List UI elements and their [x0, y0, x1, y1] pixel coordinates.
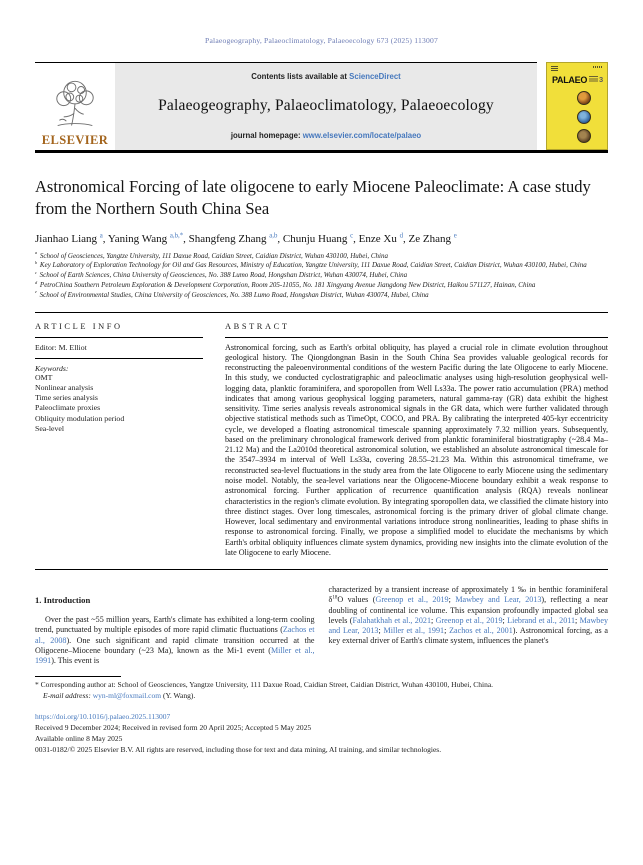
received-dates: Received 9 December 2024; Received in revised form 20 April 2025; Accepted 5 May 2025: [35, 722, 312, 732]
article-title: Astronomical Forcing of late oligocene to early Miocene Paleoclimate: A case study from the Northern South China Sea: [35, 177, 591, 218]
affiliation-label: a: [35, 250, 38, 256]
affiliation-text: School of Geosciences, Yangtze University, 111 Daxue Road, Caidian Street, Caidian District, Wuhan 430100, Hubei, China: [39, 251, 388, 260]
affiliation-label: e: [35, 289, 37, 295]
affiliation-text: School of Earth Sciences, China University of Geosciences, No. 388 Lumo Road, Hongshan District, Wuhan 430074, Hubei, China: [39, 271, 408, 280]
globe-icon: [577, 110, 591, 124]
journal-title: Palaeogeography, Palaeoclimatology, Palaeoecology: [158, 97, 494, 114]
available-online: Available online 8 May 2025: [35, 733, 123, 743]
journal-header: [35, 62, 608, 150]
copyright-line: 0031-0182/© 2025 Elsevier B.V. All rights are reserved, including those for text and data mining, AI training, and similar technologies.: [35, 744, 442, 754]
elsevier-tree-icon: [49, 74, 101, 132]
keyword: Sea-level: [35, 423, 65, 433]
elsevier-wordmark: ELSEVIER: [41, 133, 109, 147]
doi-link[interactable]: https://doi.org/10.1016/j.palaeo.2025.113007: [35, 711, 171, 721]
contents-line: [251, 72, 401, 81]
affiliation: [35, 271, 608, 281]
abstract-text: Astronomical forcing, such as Earth's orbital obliquity, has played a crucial role in climate evolution throughout geological history. The Qiongdongnan Basin in the South China Sea provides valuable geological records for reconstructing the paleoenvironmental conditions of the western Pacific during the late Oligocene to early Miocene. In this study, we conducted cyclostratigraphic and paleoclimatic analyses using high-resolution geophysical well-logging data, planktic foraminifera, and sporopollen from Well Ls33a. The power ratio accumulation (PRA) method indicates that among various geophysical logging parameters, natural gamma-ray (GR) data exhibit the highest sensitivity. Time series analysis reveals astronomical signals in the GR data, which were further validated through objective statistical methods such as TimeOpt, COCO, and PRA. By calibrating the interpreted 405-kyr eccentricity cycle, we developed a floating astronomical timescale spanning approximately 7.32 million years. Subsequently, based on the preliminary chronological framework derived from planktic foraminiferal biostratigraphy (~28.4 Ma–21.12 Ma) and the La2010d theoretical astronomical solution, we established an absolute astronomical timescale for the 3547–3934 m interval of Well Ls33a, covering 28.55–21.23 Ma. Within this astronomical timeframe, we reconstructed sea-level fluctuations in the study area from the late Oligocene to early Miocene using the sedimentary noise model. Notably, the sea-level variations near the Oligocene-Miocene boundary exhibit a weak response to astronomical forcing. Further application of recurrence quantification analysis (RQA) reveals nonlinear characteristics in the region's climate evolution. By integrating sporopollen data, we classified the climate history into three distinct stages. Over long timescales, astronomical forcing is the primary driver of global climate change. However, local sedimentary and environmental variations introduce strong nonlinearities, leading to phase shifts in response to astronomical forcing. Finally, we propose a simplified model to elucidate the mechanisms by which Earth's orbital obliquity influences climate system dynamics, providing new insights into the climate evolution of the late Oligocene to early Miocene.: [225, 342, 608, 557]
article-footer: [35, 712, 608, 756]
cover-decoration: [593, 66, 603, 68]
divider: [35, 312, 608, 313]
introduction-section: [35, 585, 608, 666]
keyword: Paleoclimate proxies: [35, 403, 101, 413]
cover-issue-number: 3: [599, 75, 604, 84]
homepage-prefix: journal homepage:: [230, 131, 303, 140]
footnote-divider: [35, 676, 121, 677]
elsevier-logo: [35, 63, 115, 150]
globe-icon: [577, 129, 591, 143]
editor-line: Editor: M. Elliot: [35, 342, 87, 352]
running-head: Palaeogeography, Palaeoclimatology, Palaeoecology 673 (2025) 113007: [205, 36, 438, 45]
cover-globes: [547, 91, 607, 143]
header-divider: [35, 150, 608, 153]
affiliation-text: School of Environmental Studies, China University of Geosciences, No. 388 Lumo Road, Hongshan District, Wuhan 430074, Hubei, China: [39, 290, 429, 299]
journal-banner: [115, 63, 537, 150]
affiliation-text: Key Laboratory of Exploration Technology for Oil and Gas Resources, Ministry of Education, Yangtze University, 111 Daxue Road, Caidian Street, Caidian District, Wuhan 430100, Hubei, China: [39, 261, 587, 270]
abstract-heading: ABSTRACT: [225, 321, 290, 331]
journal-homepage-link[interactable]: www.elsevier.com/locate/palaeo: [302, 131, 422, 140]
intro-left-column: [35, 585, 315, 666]
affiliation: [35, 281, 608, 291]
cover-brand: PALAEO: [552, 75, 588, 85]
divider: [35, 358, 203, 359]
sciencedirect-link[interactable]: ScienceDirect: [349, 72, 401, 81]
intro-paragraph-left: Over the past ~55 million years, Earth's climate has exhibited a long-term cooling trend, punctuated by multiple episodes of more rapid climatic fluctuations (Zachos et al., 2008). One such significant and rapid climate transition occurred at the Oligocene–Miocene boundary (~23 Ma), known as the Mi-1 event (Miller et al., 1991). This event is: [35, 615, 315, 666]
affiliation: [35, 252, 608, 262]
affiliations: [35, 252, 608, 301]
corresponding-author-note: * Corresponding author at: School of Geosciences, Yangtze University, 111 Daxue Road, Caidian Street, Caidian District, Wuhan 430100, Hubei, China.: [35, 680, 494, 690]
journal-cover-thumbnail: [546, 62, 608, 150]
article-info-column: [35, 322, 203, 559]
abstract-column: [225, 322, 608, 559]
keyword: Nonlinear analysis: [35, 382, 94, 392]
keyword: Obliquity modulation period: [35, 413, 125, 423]
footnote: [35, 680, 608, 700]
divider: [225, 337, 608, 338]
divider: [35, 569, 608, 570]
divider: [35, 337, 203, 338]
article-info-heading: ARTICLE INFO: [35, 321, 123, 331]
keyword: Time series analysis: [35, 393, 98, 403]
keywords-label: Keywords:: [35, 363, 69, 373]
affiliation: [35, 291, 608, 301]
journal-header-main: [35, 62, 537, 150]
author-list: Jianhao Liang $^a$, Yaning Wang $^{a,b,*}$, Shangfeng Zhang $^{a,b}$, Chunju Huang $^c$, Enze Xu $^d$, Ze Zhang $^e$: [35, 231, 457, 245]
email-line: E-mail address: wyn-ml@foxmail.com (Y. Wang).: [43, 690, 196, 700]
affiliation-label: c: [35, 269, 37, 275]
cover-decoration: [551, 66, 558, 71]
contents-prefix: Contents lists available at: [251, 72, 350, 81]
keyword: OMT: [35, 372, 53, 382]
affiliation-label: d: [35, 279, 38, 285]
intro-right-column: [329, 585, 609, 666]
cover-brand-row: [552, 75, 604, 85]
affiliation-text: PetroChina Southern Petroleum Exploration & Development Corporation, Room 205-11055, No. 181 Xingyang Avenue Jiangdong New District, Haikou 571127, Hainan, China: [39, 280, 536, 289]
intro-paragraph-right: characterized by a transient increase of approximately 1 ‰ in benthic foraminiferal $\delta^{18}O$ values (Greenop et al., 2019; Mawbey and Lear, 2013), reflecting a near doubling of continental ice volume. This expansion profoundly impacted global sea levels (Falahatkhah et al., 2021; Greenop et al., 2019; Liebrand et al., 2011; Mawbey and Lear, 2013; Miller et al., 1991; Zachos et al., 2001). Astronomical forcing, as a key external driver of Earth's climate system, influences the planet's: [328, 585, 609, 646]
globe-icon: [577, 91, 591, 105]
affiliation: [35, 261, 608, 271]
info-abstract-section: [35, 322, 608, 559]
introduction-heading: 1. Introduction: [35, 595, 91, 606]
homepage-line: [231, 131, 421, 140]
affiliation-label: b: [35, 260, 38, 265]
cover-subtitle-lines: [589, 76, 598, 83]
